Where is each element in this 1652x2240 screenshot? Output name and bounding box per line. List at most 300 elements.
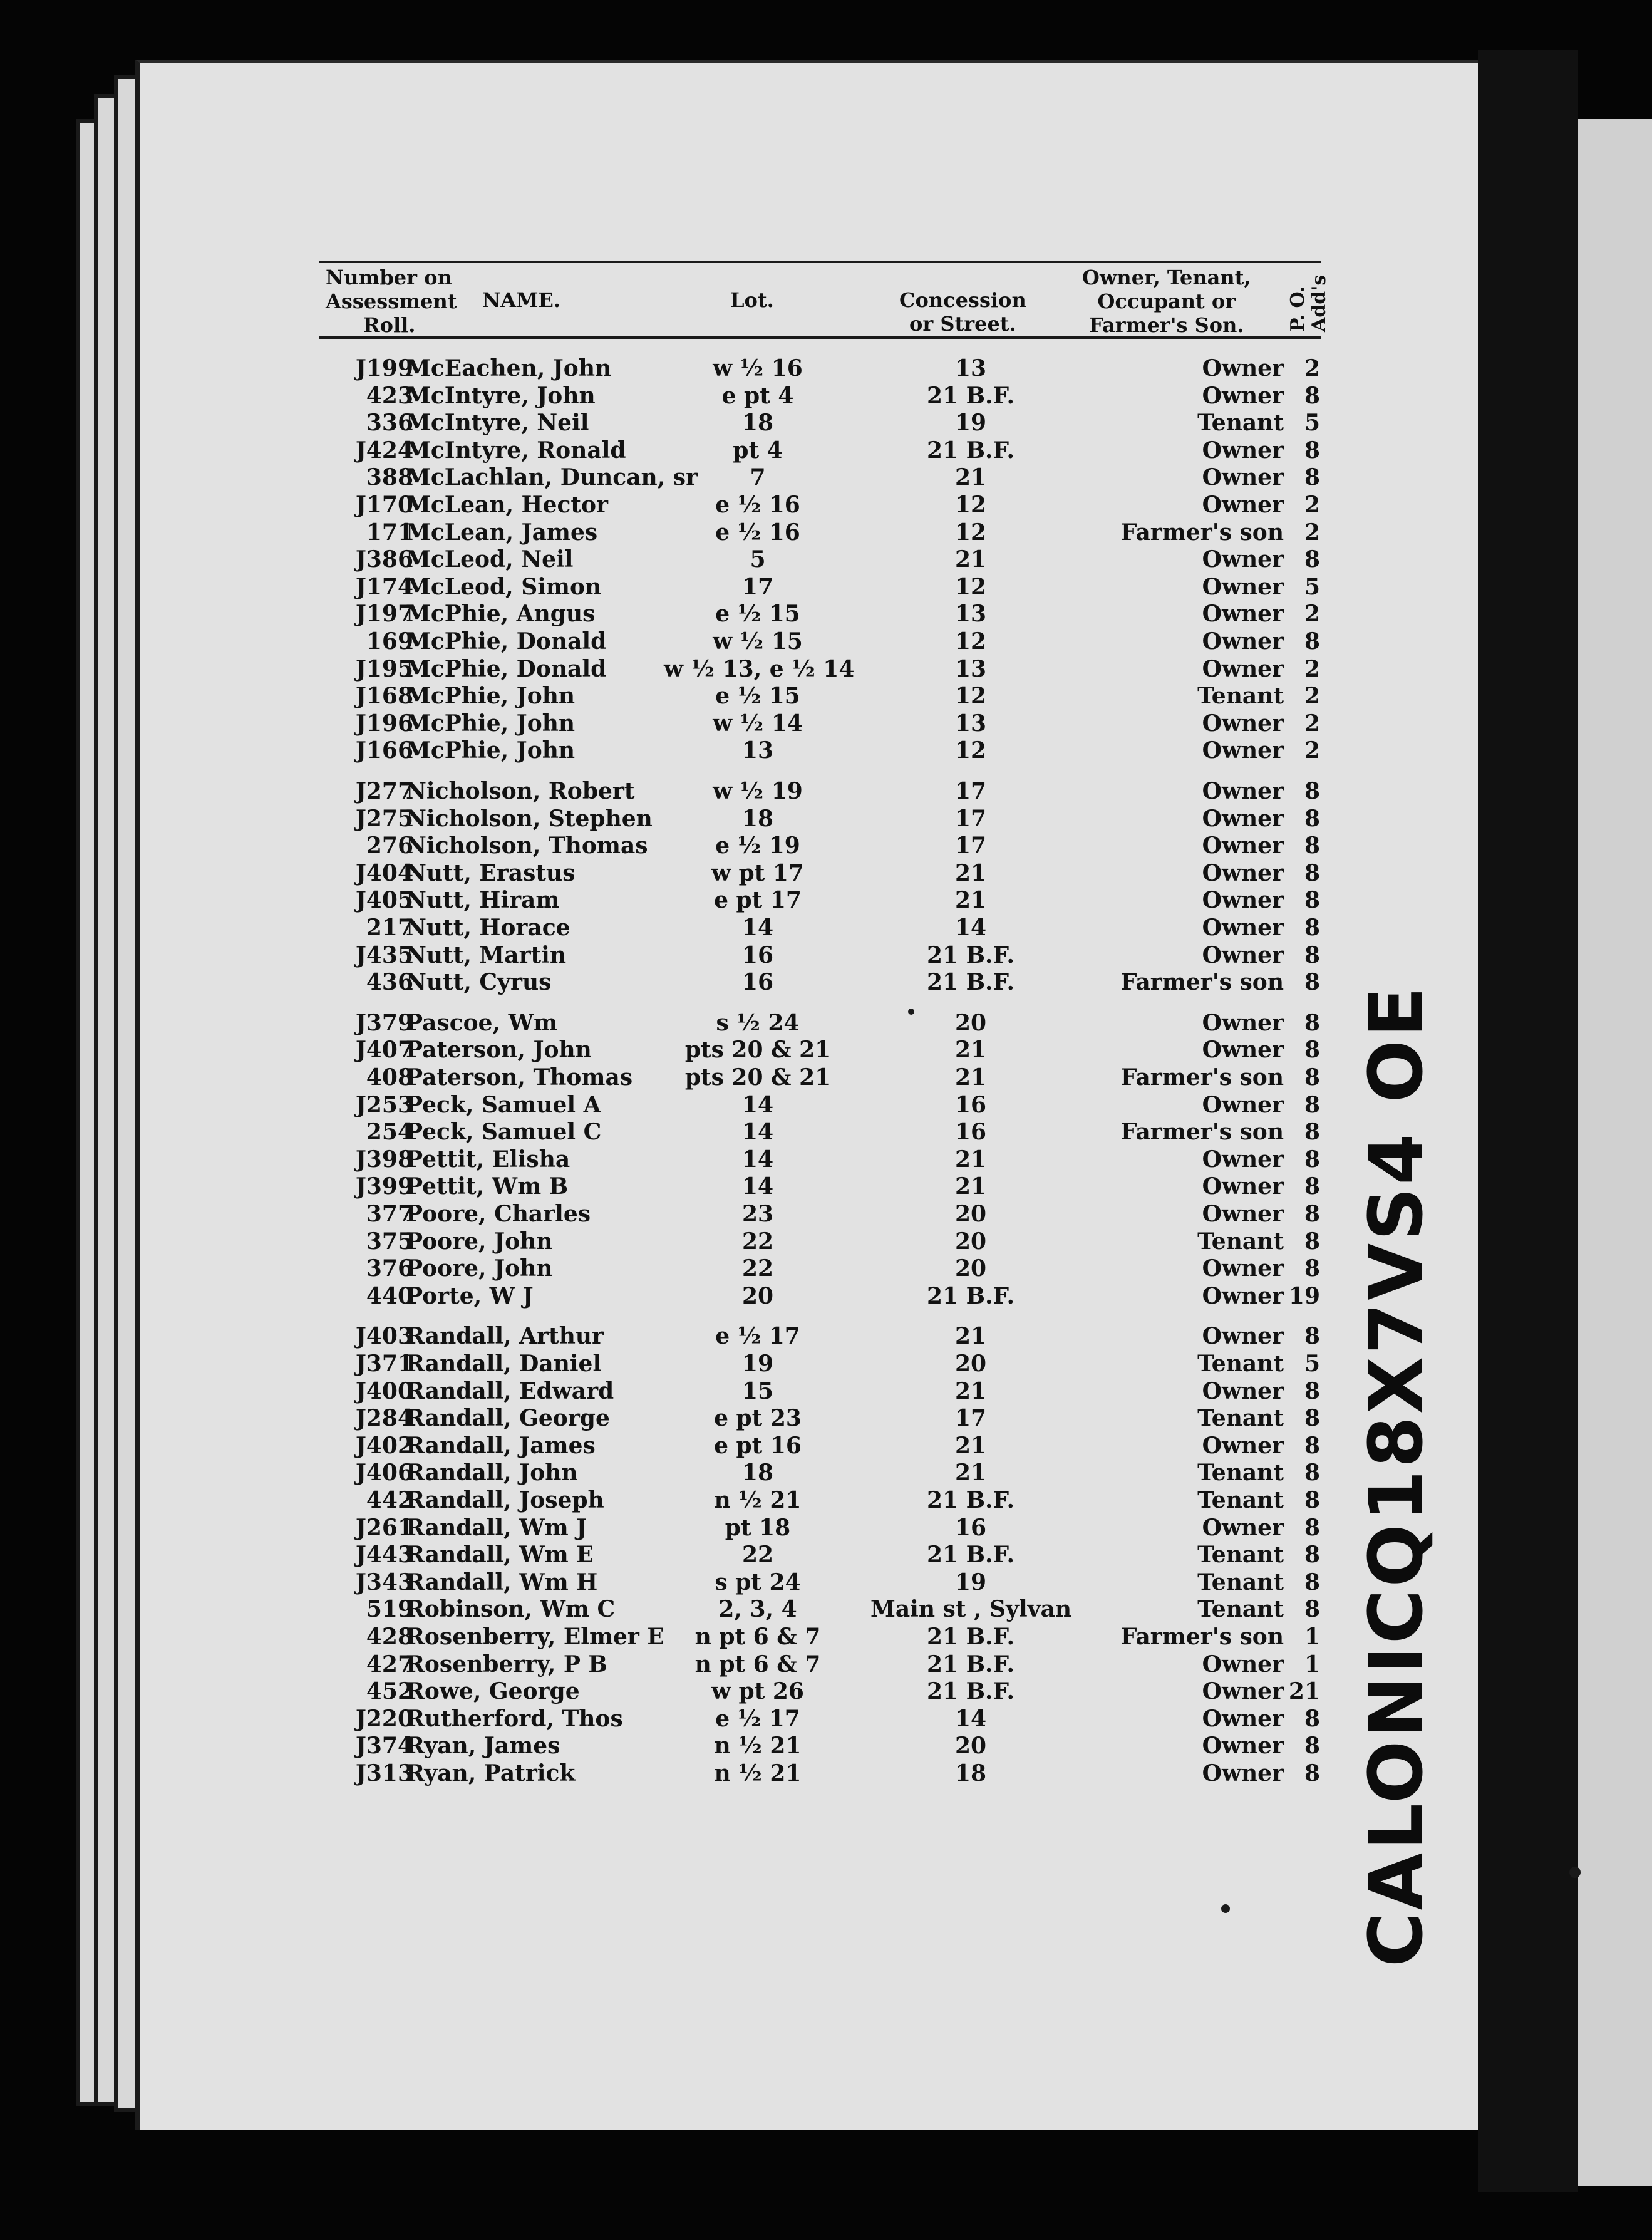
header-number-line-1: Number on [326,266,452,289]
po-address-cell: 8 [1304,806,1320,832]
po-address-cell: 8 [1304,1378,1320,1404]
roll-number-cell: 217 [366,915,413,941]
table-row [0,464,1652,491]
concession-cell: 12 [954,574,987,600]
owner-status-cell: Farmer's son [1120,1064,1284,1091]
owner-status-cell: Owner [1202,887,1284,913]
name-cell: McIntyre, Ronald [406,437,626,464]
owner-status-cell: Owner [1202,355,1284,381]
lot-cell: s pt 24 [715,1569,801,1595]
name-cell: McLeod, Neil [406,546,574,573]
concession-cell: 21 B.F. [926,1542,1015,1568]
name-cell: Nutt, Horace [406,915,570,941]
name-cell: Pettit, Wm B [406,1173,569,1200]
name-cell: Randall, Joseph [406,1487,604,1513]
concession-cell: 21 B.F. [926,1678,1015,1704]
concession-cell: 16 [954,1119,987,1145]
header-po-line-1: P. O. [1287,286,1309,332]
po-address-cell: 8 [1304,915,1320,941]
concession-cell: 13 [954,601,987,627]
concession-cell: 17 [954,832,987,859]
owner-status-cell: Owner [1202,1378,1284,1404]
roll-number-cell: 276 [366,832,413,859]
roll-number-cell: J253 [355,1092,413,1118]
po-address-cell: 8 [1304,1460,1320,1486]
lot-cell: e ½ 15 [715,601,800,627]
name-cell: Rosenberry, P B [406,1651,607,1677]
name-cell: Paterson, John [406,1037,592,1063]
roll-number-cell: 388 [366,464,413,490]
owner-status-cell: Owner [1202,1651,1284,1677]
owner-status-cell: Owner [1202,1173,1284,1200]
name-cell: Randall, Wm H [406,1569,598,1595]
po-address-cell: 1 [1304,1624,1320,1650]
owner-status-cell: Owner [1202,464,1284,490]
lot-cell: e pt 16 [714,1433,802,1459]
po-address-cell: 8 [1304,832,1320,859]
owner-status-cell: Owner [1202,383,1284,409]
concession-cell: 21 [954,1433,987,1459]
name-cell: Paterson, Thomas [406,1064,633,1091]
roll-number-cell: J343 [355,1569,413,1595]
po-address-cell: 8 [1304,969,1320,995]
concession-cell: 21 B.F. [926,969,1015,995]
lot-cell: 7 [750,464,766,490]
lot-cell: 18 [741,806,774,832]
concession-cell: 21 B.F. [926,1487,1015,1513]
owner-status-cell: Owner [1202,574,1284,600]
lot-cell: e ½ 17 [715,1706,800,1732]
owner-status-cell: Owner [1202,437,1284,464]
roll-number-cell: J195 [355,656,413,682]
po-address-cell: 8 [1304,1119,1320,1145]
name-cell: Nutt, Cyrus [406,969,552,995]
name-cell: Nutt, Martin [406,942,567,968]
lot-cell: 14 [741,1146,774,1173]
owner-status-cell: Farmer's son [1120,969,1284,995]
owner-status-cell: Owner [1202,656,1284,682]
name-cell: Pascoe, Wm [406,1010,558,1036]
concession-cell: 21 B.F. [926,437,1015,464]
name-cell: Nicholson, Thomas [406,832,648,859]
roll-number-cell: J443 [355,1542,413,1568]
owner-status-cell: Owner [1202,492,1284,518]
po-address-cell: 19 [1288,1283,1320,1309]
po-address-cell: 8 [1304,1405,1320,1431]
po-address-cell: 8 [1304,1733,1320,1759]
roll-number-cell: 427 [366,1651,413,1677]
owner-status-cell: Owner [1202,1092,1284,1118]
name-cell: Rosenberry, Elmer E [406,1624,664,1650]
lot-cell: e pt 17 [714,887,802,913]
lot-cell: e ½ 19 [715,832,800,859]
po-address-cell: 8 [1304,1228,1320,1255]
concession-cell: 21 B.F. [926,1624,1015,1650]
ink-speck [1221,1904,1230,1913]
header-owner-line-1: Owner, Tenant, [1082,266,1251,289]
owner-status-cell: Owner [1202,942,1284,968]
name-cell: McPhie, John [406,683,576,709]
po-address-cell: 2 [1304,492,1320,518]
name-cell: Poore, John [406,1255,553,1282]
name-cell: McLean, Hector [406,492,608,518]
lot-cell: pt 18 [725,1515,791,1541]
concession-cell: 21 [954,1064,987,1091]
name-cell: Rutherford, Thos [406,1706,623,1732]
roll-number-cell: J379 [355,1010,413,1036]
owner-status-cell: Owner [1202,832,1284,859]
roll-number-cell: J404 [355,860,413,886]
name-cell: McEachen, John [406,355,612,381]
name-cell: Nutt, Erastus [406,860,576,886]
table-row [0,914,1652,941]
concession-cell: 17 [954,778,987,804]
owner-status-cell: Owner [1202,778,1284,804]
concession-cell: 12 [954,492,987,518]
ink-speck [908,1009,914,1015]
lot-cell: 14 [741,1173,774,1200]
roll-number-cell: J400 [355,1378,413,1404]
name-cell: Randall, Edward [406,1378,614,1404]
roll-number-cell: 375 [366,1228,413,1255]
lot-cell: e ½ 15 [715,683,800,709]
table-row [0,600,1652,628]
po-address-cell: 8 [1304,1596,1320,1622]
lot-cell: w ½ 19 [713,778,803,804]
concession-cell: 16 [954,1515,987,1541]
po-address-cell: 8 [1304,1037,1320,1063]
po-address-cell: 8 [1304,1173,1320,1200]
po-address-cell: 8 [1304,1515,1320,1541]
owner-status-cell: Owner [1202,710,1284,737]
lot-cell: 22 [741,1228,774,1255]
concession-cell: 14 [954,1706,987,1732]
header-number-line-2: Assessment [326,289,457,313]
table-row [0,941,1652,969]
name-cell: Nicholson, Stephen [406,806,653,832]
owner-status-cell: Tenant [1197,1542,1284,1568]
table-row [0,519,1652,546]
roll-number-cell: 169 [366,628,413,655]
lot-cell: e ½ 16 [715,519,800,546]
concession-cell: 12 [954,737,987,764]
concession-cell: 21 B.F. [926,1283,1015,1309]
header-owner-line-2: Occupant or [1097,289,1236,313]
po-address-cell: 2 [1304,737,1320,764]
po-address-cell: 2 [1304,601,1320,627]
owner-status-cell: Owner [1202,1283,1284,1309]
concession-cell: 21 [954,1146,987,1173]
po-address-cell: 8 [1304,1542,1320,1568]
owner-status-cell: Owner [1202,601,1284,627]
name-cell: McIntyre, Neil [406,410,589,436]
name-cell: Peck, Samuel A [406,1092,601,1118]
po-address-cell: 1 [1304,1651,1320,1677]
concession-cell: 20 [954,1255,987,1282]
owner-status-cell: Tenant [1197,1228,1284,1255]
owner-status-cell: Tenant [1197,683,1284,709]
po-address-cell: 8 [1304,1010,1320,1036]
concession-cell: 20 [954,1351,987,1377]
roll-number-cell: J313 [355,1760,413,1786]
po-address-cell: 8 [1304,383,1320,409]
owner-status-cell: Owner [1202,1433,1284,1459]
roll-number-cell: J284 [355,1405,413,1431]
name-cell: Randall, James [406,1433,596,1459]
handwritten-reference-note: CALONICQ18X7VS4 OE [1353,984,1439,1967]
table-row [0,777,1652,805]
roll-number-cell: 452 [366,1678,413,1704]
roll-number-cell: J435 [355,942,413,968]
lot-cell: 19 [741,1351,774,1377]
concession-cell: 14 [954,915,987,941]
owner-status-cell: Owner [1202,915,1284,941]
po-address-cell: 2 [1304,656,1320,682]
roll-number-cell: J399 [355,1173,413,1200]
owner-status-cell: Tenant [1197,1405,1284,1431]
owner-status-cell: Tenant [1197,410,1284,436]
owner-status-cell: Owner [1202,628,1284,655]
concession-cell: 21 [954,1173,987,1200]
name-cell: Porte, W J [406,1283,534,1309]
concession-cell: 21 B.F. [926,942,1015,968]
table-row [0,886,1652,914]
name-cell: Pettit, Elisha [406,1146,570,1173]
po-address-cell: 8 [1304,1146,1320,1173]
roll-number-cell: 376 [366,1255,413,1282]
roll-number-cell: J196 [355,710,413,737]
owner-status-cell: Farmer's son [1120,1119,1284,1145]
lot-cell: e ½ 17 [715,1323,800,1349]
owner-status-cell: Owner [1202,1146,1284,1173]
name-cell: Randall, John [406,1460,578,1486]
po-address-cell: 8 [1304,546,1320,573]
concession-cell: Main st , Sylvan [870,1596,1072,1622]
concession-cell: 13 [954,656,987,682]
po-address-cell: 8 [1304,464,1320,490]
concession-cell: 13 [954,710,987,737]
lot-cell: pt 4 [733,437,783,464]
roll-number-cell: 442 [366,1487,413,1513]
po-address-cell: 8 [1304,942,1320,968]
name-cell: Ryan, Patrick [406,1760,576,1786]
concession-cell: 21 [954,546,987,573]
roll-number-cell: J424 [355,437,413,464]
lot-cell: e pt 4 [721,383,794,409]
lot-cell: n pt 6 & 7 [694,1624,821,1650]
po-address-cell: 2 [1304,519,1320,546]
table-row [0,409,1652,437]
lot-cell: n ½ 21 [714,1487,802,1513]
table-row [0,682,1652,710]
owner-status-cell: Owner [1202,1255,1284,1282]
lot-cell: 20 [741,1283,774,1309]
owner-status-cell: Tenant [1197,1460,1284,1486]
name-cell: Ryan, James [406,1733,560,1759]
owner-status-cell: Owner [1202,806,1284,832]
lot-cell: w ½ 13, e ½ 14 [664,656,855,682]
name-cell: Randall, George [406,1405,610,1431]
owner-status-cell: Owner [1202,546,1284,573]
name-cell: McPhie, John [406,710,576,737]
name-cell: Poore, Charles [406,1201,591,1227]
name-cell: Randall, Wm J [406,1515,587,1541]
po-address-cell: 5 [1304,574,1320,600]
name-cell: Nutt, Hiram [406,887,560,913]
lot-cell: 5 [750,546,766,573]
roll-number-cell: J174 [355,574,413,600]
roll-number-cell: 408 [366,1064,413,1091]
concession-cell: 21 [954,1460,987,1486]
name-cell: McIntyre, John [406,383,596,409]
concession-cell: 13 [954,355,987,381]
table-row [0,573,1652,601]
po-address-cell: 8 [1304,778,1320,804]
lot-cell: pts 20 & 21 [684,1037,831,1063]
owner-status-cell: Owner [1202,737,1284,764]
concession-cell: 20 [954,1228,987,1255]
concession-cell: 17 [954,1405,987,1431]
po-address-cell: 8 [1304,1064,1320,1091]
name-cell: Poore, John [406,1228,553,1255]
lot-cell: e pt 23 [714,1405,802,1431]
roll-number-cell: J386 [355,546,413,573]
roll-number-cell: J168 [355,683,413,709]
concession-cell: 12 [954,683,987,709]
owner-status-cell: Tenant [1197,1487,1284,1513]
roll-number-cell: 440 [366,1283,413,1309]
table-row [0,491,1652,519]
roll-number-cell: J407 [355,1037,413,1063]
lot-cell: 15 [741,1378,774,1404]
po-address-cell: 8 [1304,1323,1320,1349]
concession-cell: 20 [954,1201,987,1227]
roll-number-cell: J402 [355,1433,413,1459]
lot-cell: 14 [741,915,774,941]
name-cell: McLachlan, Duncan, sr [406,464,698,490]
header-concession-line-1: Concession [899,288,1026,312]
po-address-cell: 8 [1304,860,1320,886]
lot-cell: 18 [741,1460,774,1486]
concession-cell: 12 [954,519,987,546]
owner-status-cell: Tenant [1197,1596,1284,1622]
owner-status-cell: Farmer's son [1120,519,1284,546]
po-address-cell: 8 [1304,1487,1320,1513]
lot-cell: 16 [741,969,774,995]
concession-cell: 21 B.F. [926,1651,1015,1677]
po-address-cell: 2 [1304,683,1320,709]
po-address-cell: 5 [1304,1351,1320,1377]
po-address-cell: 8 [1304,1706,1320,1732]
roll-number-cell: 519 [366,1596,413,1622]
roll-number-cell: J406 [355,1460,413,1486]
lot-cell: 13 [741,737,774,764]
roll-number-cell: 171 [366,519,413,546]
concession-cell: 20 [954,1733,987,1759]
roll-number-cell: J371 [355,1351,413,1377]
roll-number-cell: 423 [366,383,413,409]
lot-cell: e ½ 16 [715,492,800,518]
owner-status-cell: Owner [1202,1760,1284,1786]
roll-number-cell: J403 [355,1323,413,1349]
po-address-cell: 8 [1304,1569,1320,1595]
name-cell: McPhie, Donald [406,656,607,682]
lot-cell: 23 [741,1201,774,1227]
owner-status-cell: Owner [1202,1037,1284,1063]
concession-cell: 18 [954,1760,987,1786]
name-cell: Robinson, Wm C [406,1596,616,1622]
concession-cell: 19 [954,410,987,436]
roll-number-cell: J374 [355,1733,413,1759]
lot-cell: 18 [741,410,774,436]
concession-cell: 21 [954,860,987,886]
roll-number-cell: J398 [355,1146,413,1173]
lot-cell: 14 [741,1092,774,1118]
lot-cell: 17 [741,574,774,600]
roll-number-cell: J277 [355,778,413,804]
roll-number-cell: J166 [355,737,413,764]
lot-cell: w pt 26 [711,1678,804,1704]
roll-number-cell: 254 [366,1119,413,1145]
po-address-cell: 8 [1304,887,1320,913]
owner-status-cell: Tenant [1197,1569,1284,1595]
lot-cell: 16 [741,942,774,968]
table-row [0,628,1652,655]
lot-cell: s ½ 24 [716,1010,800,1036]
table-row [0,832,1652,859]
po-address-cell: 2 [1304,710,1320,737]
owner-status-cell: Owner [1202,1010,1284,1036]
table-row [0,546,1652,573]
lot-cell: n ½ 21 [714,1760,802,1786]
roll-number-cell: J199 [355,355,413,381]
header-concession-line-2: or Street. [909,312,1016,336]
name-cell: McLean, James [406,519,598,546]
owner-status-cell: Owner [1202,1515,1284,1541]
po-address-cell: 21 [1288,1678,1320,1704]
roll-number-cell: J170 [355,492,413,518]
concession-cell: 16 [954,1092,987,1118]
po-address-cell: 2 [1304,355,1320,381]
po-address-cell: 8 [1304,437,1320,464]
table-row [0,710,1652,737]
roll-number-cell: 377 [366,1201,413,1227]
roll-number-cell: 428 [366,1624,413,1650]
concession-cell: 21 [954,1378,987,1404]
po-address-cell: 5 [1304,410,1320,436]
name-cell: Peck, Samuel C [406,1119,602,1145]
name-cell: McPhie, Angus [406,601,596,627]
concession-cell: 21 B.F. [926,383,1015,409]
roll-number-cell: 436 [366,969,413,995]
roll-number-cell: J405 [355,887,413,913]
name-cell: Randall, Arthur [406,1323,604,1349]
roll-number-cell: J197 [355,601,413,627]
table-row [0,805,1652,832]
owner-status-cell: Owner [1202,1706,1284,1732]
concession-cell: 21 [954,1037,987,1063]
po-address-cell: 8 [1304,628,1320,655]
header-number-line-3: Roll. [363,313,416,337]
owner-status-cell: Owner [1202,1201,1284,1227]
owner-status-cell: Tenant [1197,1351,1284,1377]
table-row [0,355,1652,382]
name-cell: Randall, Wm E [406,1542,594,1568]
lot-cell: w pt 17 [711,860,804,886]
lot-cell: 22 [741,1542,774,1568]
concession-cell: 17 [954,806,987,832]
name-cell: Nicholson, Robert [406,778,635,804]
